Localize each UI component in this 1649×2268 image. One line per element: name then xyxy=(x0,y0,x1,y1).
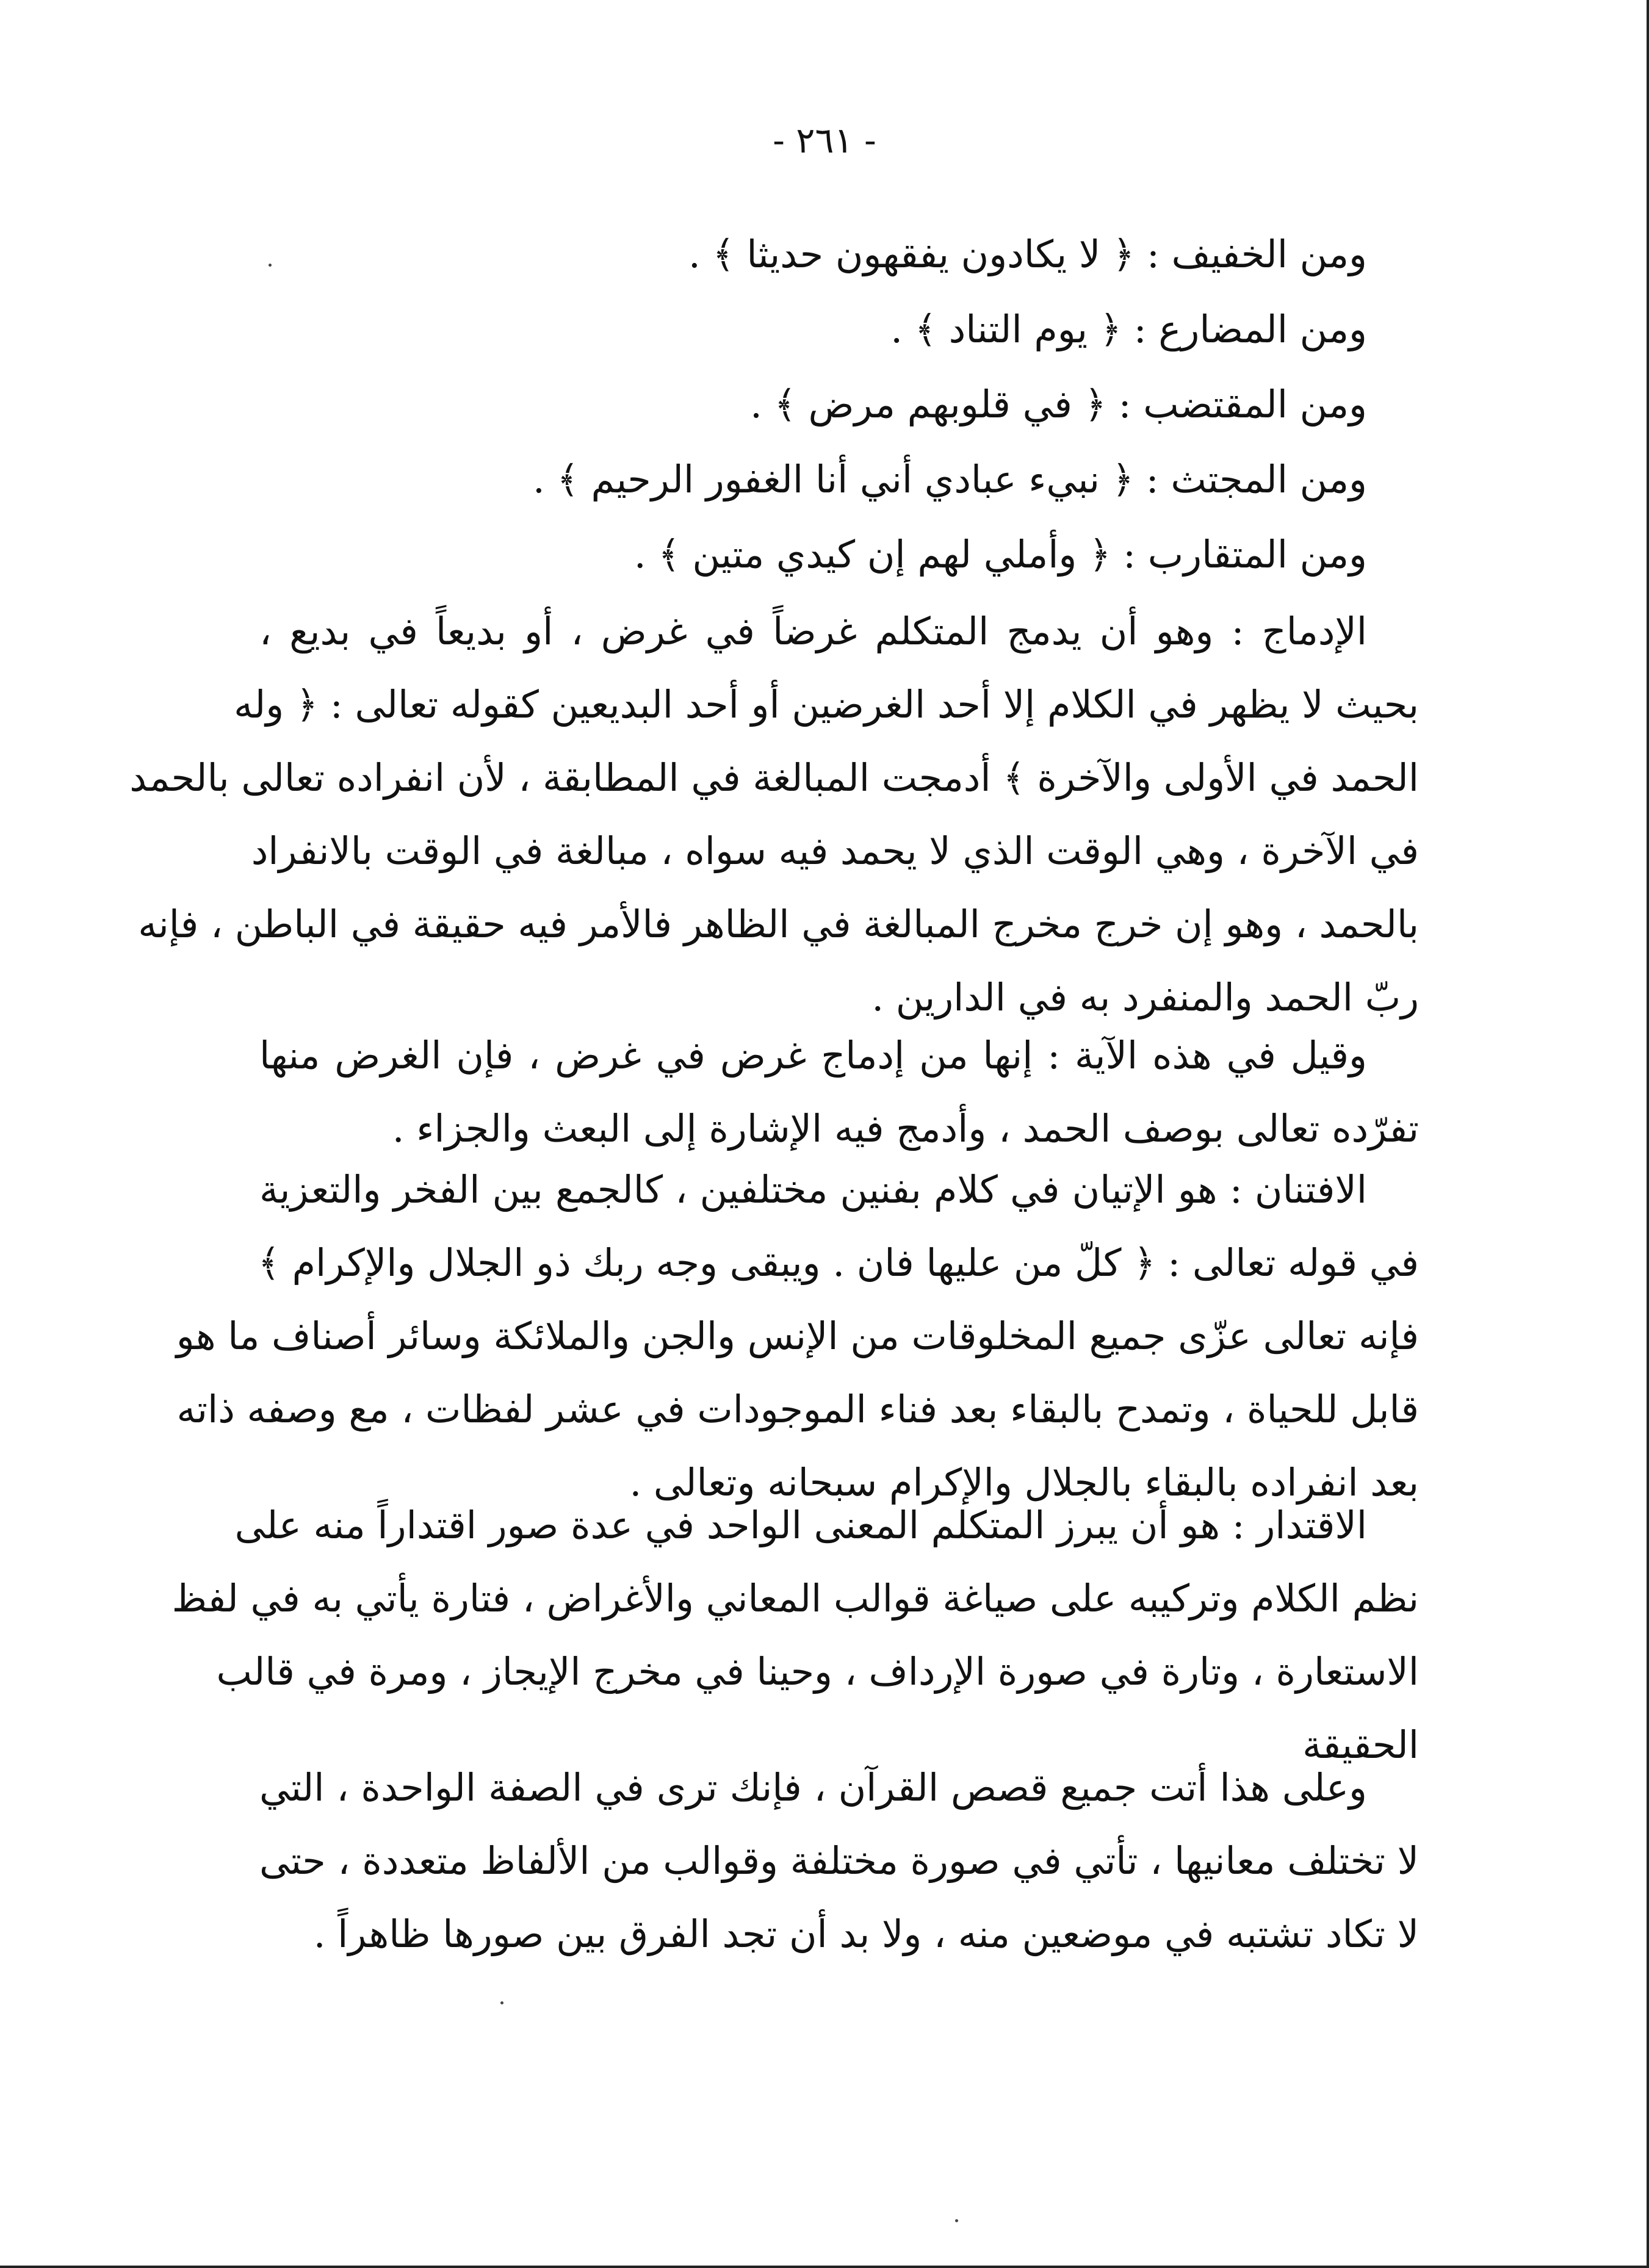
page-number: - ٢٦١ - xyxy=(773,120,876,161)
paragraph-line: ربّ الحمد والمنفرد به في الدارين . xyxy=(871,975,1419,1020)
paragraph-line: وعلى هذا أتت جميع قصص القرآن ، فإنك ترى في الصفة الواحدة ، التي xyxy=(259,1765,1367,1810)
paragraph-line: لا تكاد تشتبه في موضعين منه ، ولا بد أن تجد الفرق بين صورها ظاهراً . xyxy=(313,1912,1419,1956)
paragraph-iqtidar xyxy=(171,1489,1419,1782)
paragraph-line: لا تختلف معانيها ، تأتي في صورة مختلفة وقوالب من الألفاظ متعددة ، حتى xyxy=(259,1838,1419,1883)
scan-speck xyxy=(500,2001,503,2004)
verse-line-mutaqarib: ومن المتقارب : ﴿ وأملي لهم إن كيدي متين ﴾ . xyxy=(633,532,1367,577)
paragraph-line: بعد انفراده بالبقاء بالجلال والإكرام سبحانه وتعالى . xyxy=(629,1460,1419,1505)
verse-line-khafif: ومن الخفيف : ﴿ لا يكادون يفقهون حديثا ﴾ . xyxy=(688,232,1367,276)
verse-meter-examples xyxy=(259,217,1419,592)
paragraph-line: الافتنان : هو الإتيان في كلام بفنين مختلفين ، كالجمع بين الفخر والتعزية xyxy=(259,1167,1367,1212)
paragraph-line: نظم الكلام وتركيبه على صياغة قوالب المعاني والأغراض ، فتارة يأتي به في لفظ xyxy=(171,1576,1419,1621)
page-edge-right xyxy=(1647,0,1649,2268)
paragraph-idmaj xyxy=(129,595,1419,1034)
paragraph-line: بالحمد ، وهو إن خرج مخرج المبالغة في الظاهر فالأمر فيه حقيقة في الباطن ، فإنه xyxy=(138,902,1419,946)
paragraph-line: تفرّده تعالى بوصف الحمد ، وأدمج فيه الإشارة إلى البعث والجزاء . xyxy=(392,1106,1419,1151)
paragraph-line: بحيث لا يظهر في الكلام إلا أحد الغرضين أو أحد البديعين كقوله تعالى : ﴿ وله xyxy=(234,682,1419,727)
paragraph-line: فإنه تعالى عزّى جميع المخلوقات من الإنس والجن والملائكة وسائر أصناف ما هو xyxy=(176,1314,1419,1358)
paragraph-qasas xyxy=(259,1751,1419,1971)
paragraph-iftinan xyxy=(176,1153,1419,1519)
paragraph-line: الاقتدار : هو أن يبرز المتكلم المعنى الواحد في عدة صور اقتداراً منه على xyxy=(234,1503,1367,1547)
scan-speck xyxy=(955,2219,958,2222)
paragraph-line: الحقيقة xyxy=(1302,1723,1419,1767)
paragraph-qil xyxy=(259,1019,1419,1165)
scan-speck xyxy=(269,264,272,267)
verse-line-muqtadab: ومن المقتضب : ﴿ في قلوبهم مرض ﴾ . xyxy=(750,382,1367,427)
paragraph-line: في قوله تعالى : ﴿ كلّ من عليها فان . ويبقى وجه ربك ذو الجلال والإكرام ﴾ xyxy=(258,1240,1419,1285)
paragraph-line: في الآخرة ، وهي الوقت الذي لا يحمد فيه سواه ، مبالغة في الوقت بالانفراد xyxy=(251,829,1419,873)
verse-line-mujtath: ومن المجتث : ﴿ نبيء عبادي أني أنا الغفور الرحيم ﴾ . xyxy=(533,457,1367,502)
page-edge-bottom xyxy=(0,2266,1649,2268)
verse-line-mudari: ومن المضارع : ﴿ يوم التناد ﴾ . xyxy=(890,307,1367,351)
paragraph-line: وقيل في هذه الآية : إنها من إدماج غرض في غرض ، فإن الغرض منها xyxy=(259,1033,1367,1078)
paragraph-line: قابل للحياة ، وتمدح بالبقاء بعد فناء الموجودات في عشر لفظات ، مع وصفه ذاته xyxy=(176,1387,1419,1431)
paragraph-line: الاستعارة ، وتارة في صورة الإرداف ، وحينا في مخرج الإيجاز ، ومرة في قالب xyxy=(216,1649,1419,1694)
paragraph-line: الإدماج : وهو أن يدمج المتكلم غرضاً في غرض ، أو بديعاً في بديع ، xyxy=(259,609,1367,653)
paragraph-line: الحمد في الأولى والآخرة ﴾ أدمجت المبالغة في المطابقة ، لأن انفراده تعالى بالحمد xyxy=(129,755,1419,800)
